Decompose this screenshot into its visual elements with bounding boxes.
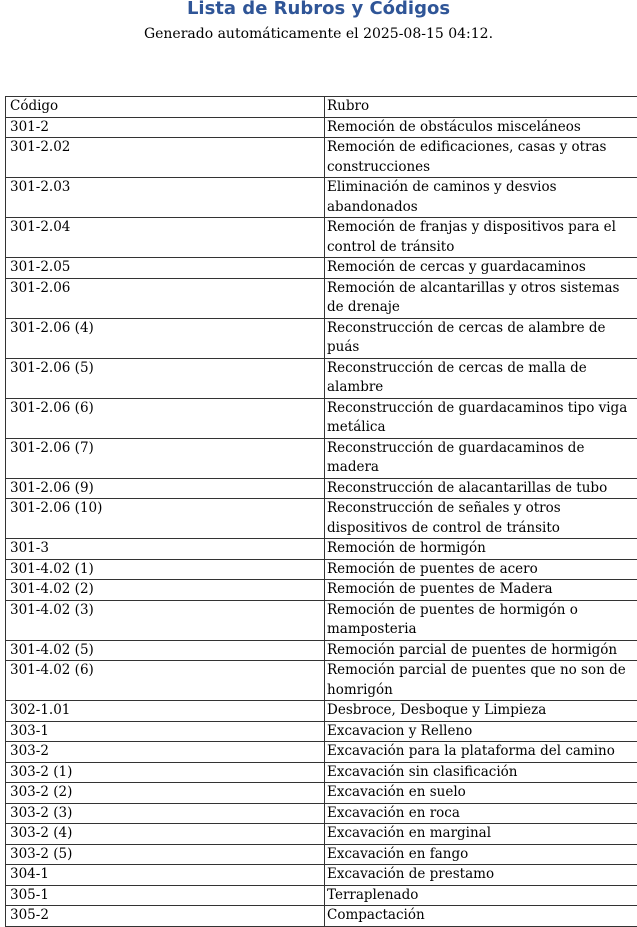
table-row (6, 742, 637, 763)
cell-code: 301-2.05 (6, 258, 325, 279)
cell-rubro: Reconstrucción de señales y otros dispositivos de control de tránsito (325, 499, 637, 539)
cell-rubro: Terraplenado (325, 885, 637, 906)
cell-code: 303-2 (6, 742, 325, 763)
cell-code: 303-2 (1) (6, 762, 325, 783)
cell-code: 301-2.06 (10) (6, 499, 325, 539)
cell-rubro: Excavación en fango (325, 844, 637, 865)
cell-code: 301-2.03 (6, 178, 325, 218)
table-row (6, 178, 637, 218)
cell-rubro: Eliminación de caminos y desvios abandonados (325, 178, 637, 218)
cell-code: 303-2 (2) (6, 783, 325, 804)
cell-code: 302-1.01 (6, 701, 325, 722)
cell-rubro: Excavación en marginal (325, 824, 637, 845)
cell-rubro: Desbroce, Desboque y Limpieza (325, 701, 637, 722)
table-row (6, 762, 637, 783)
table-row (6, 138, 637, 178)
table-row (6, 600, 637, 640)
table-row (6, 824, 637, 845)
cell-rubro: Reconstrucción de guardacaminos tipo viga metálica (325, 398, 637, 438)
codes-table-container (5, 96, 637, 927)
table-row (6, 218, 637, 258)
table-row (6, 258, 637, 279)
cell-code: 301-2.06 (6) (6, 398, 325, 438)
cell-code: 301-4.02 (2) (6, 580, 325, 601)
table-row (6, 865, 637, 886)
table-row (6, 721, 637, 742)
table-row (6, 661, 637, 701)
cell-code: 301-2.06 (6, 278, 325, 318)
cell-code: 305-2 (6, 906, 325, 927)
table-row (6, 358, 637, 398)
cell-code: 301-2.06 (9) (6, 478, 325, 499)
page-subtitle: Generado automáticamente el 2025-08-15 04:12. (0, 24, 637, 44)
cell-code: 301-2.06 (5) (6, 358, 325, 398)
table-row (6, 398, 637, 438)
cell-code: 303-2 (4) (6, 824, 325, 845)
cell-code: 303-2 (5) (6, 844, 325, 865)
cell-code: 303-1 (6, 721, 325, 742)
table-row (6, 906, 637, 927)
table-row (6, 580, 637, 601)
cell-code: 301-4.02 (3) (6, 600, 325, 640)
cell-code: 305-1 (6, 885, 325, 906)
cell-rubro: Remoción de hormigón (325, 539, 637, 560)
table-row (6, 559, 637, 580)
table-row (6, 438, 637, 478)
cell-rubro: Remoción parcial de puentes que no son de homrigón (325, 661, 637, 701)
cell-rubro: Remoción de puentes de Madera (325, 580, 637, 601)
table-header-row (6, 97, 637, 118)
table-row (6, 499, 637, 539)
column-header-code: Código (6, 97, 325, 118)
cell-rubro: Remoción de puentes de acero (325, 559, 637, 580)
cell-rubro: Excavación de prestamo (325, 865, 637, 886)
cell-rubro: Remoción de franjas y dispositivos para el control de tránsito (325, 218, 637, 258)
table-row (6, 844, 637, 865)
cell-code: 301-2.04 (6, 218, 325, 258)
table-row (6, 783, 637, 804)
cell-code: 301-3 (6, 539, 325, 560)
column-header-rubro: Rubro (325, 97, 637, 118)
cell-code: 303-2 (3) (6, 803, 325, 824)
cell-code: 301-4.02 (1) (6, 559, 325, 580)
cell-rubro: Excavación en suelo (325, 783, 637, 804)
codes-table-body (6, 97, 637, 927)
table-row (6, 318, 637, 358)
cell-rubro: Excavación para la plataforma del camino (325, 742, 637, 763)
page-title: Lista de Rubros y Códigos (0, 0, 637, 20)
cell-rubro: Remoción de puentes de hormigón o mamposteria (325, 600, 637, 640)
cell-code: 301-2 (6, 117, 325, 138)
cell-code: 301-4.02 (5) (6, 640, 325, 661)
cell-code: 304-1 (6, 865, 325, 886)
cell-rubro: Excavación sin clasificación (325, 762, 637, 783)
cell-rubro: Reconstrucción de cercas de malla de alambre (325, 358, 637, 398)
cell-rubro: Remoción parcial de puentes de hormigón (325, 640, 637, 661)
cell-rubro: Excavacion y Relleno (325, 721, 637, 742)
table-row (6, 117, 637, 138)
cell-rubro: Remoción de obstáculos misceláneos (325, 117, 637, 138)
table-row (6, 278, 637, 318)
cell-rubro: Remoción de edificaciones, casas y otras construcciones (325, 138, 637, 178)
table-row (6, 885, 637, 906)
table-row (6, 478, 637, 499)
cell-code: 301-2.06 (7) (6, 438, 325, 478)
cell-rubro: Reconstrucción de guardacaminos de madera (325, 438, 637, 478)
cell-rubro: Remoción de alcantarillas y otros sistemas de drenaje (325, 278, 637, 318)
cell-code: 301-2.02 (6, 138, 325, 178)
cell-code: 301-2.06 (4) (6, 318, 325, 358)
cell-rubro: Remoción de cercas y guardacaminos (325, 258, 637, 279)
cell-rubro: Reconstrucción de alacantarillas de tubo (325, 478, 637, 499)
table-row (6, 640, 637, 661)
table-row (6, 539, 637, 560)
cell-rubro: Reconstrucción de cercas de alambre de puás (325, 318, 637, 358)
codes-table (5, 96, 637, 927)
cell-rubro: Compactación (325, 906, 637, 927)
table-row (6, 803, 637, 824)
cell-rubro: Excavación en roca (325, 803, 637, 824)
table-row (6, 701, 637, 722)
cell-code: 301-4.02 (6) (6, 661, 325, 701)
